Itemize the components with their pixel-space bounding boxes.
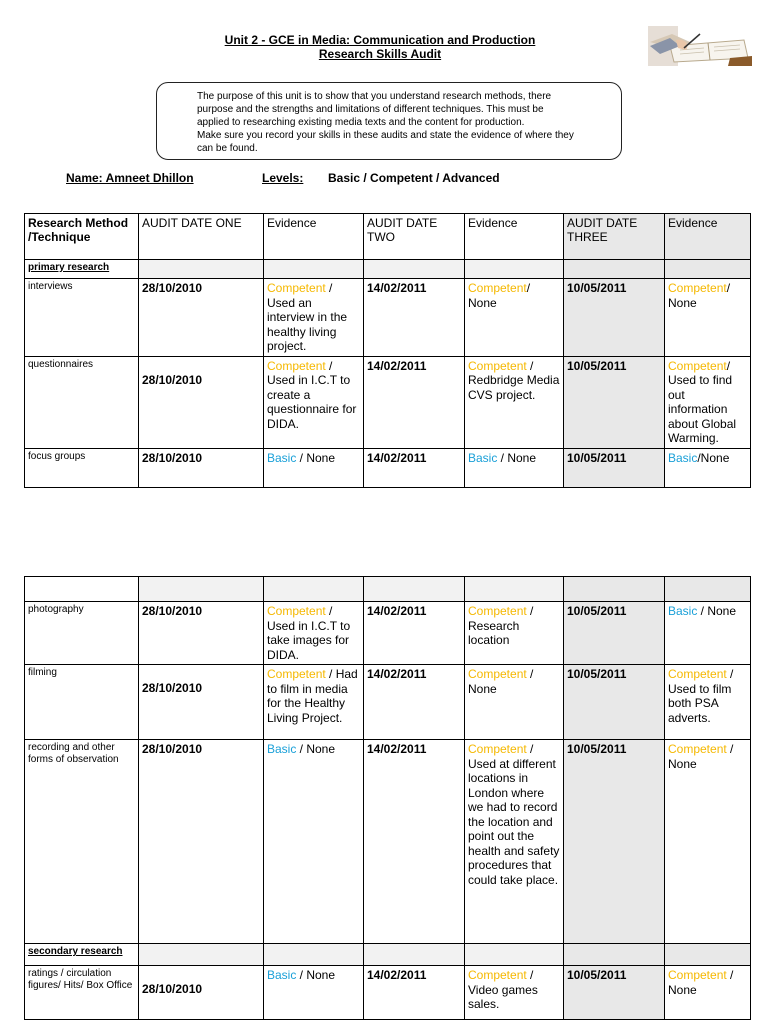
method-cell: focus groups [25, 448, 139, 487]
table-row [25, 665, 751, 740]
evidence-cell [264, 448, 364, 487]
method-cell: recording and other forms of observation [25, 740, 139, 944]
evidence-cell [264, 966, 364, 1020]
level-competent: Competent [267, 604, 326, 618]
purpose-box [156, 82, 622, 160]
header-method: Research Method /Technique [25, 214, 139, 260]
evidence-text: / None [468, 281, 531, 310]
evidence-cell [665, 740, 751, 944]
level-competent: Competent [468, 281, 527, 295]
level-competent: Competent [468, 968, 527, 982]
date-cell: 10/05/2011 [564, 448, 665, 487]
audit-table-1 [24, 213, 751, 488]
evidence-text: / Research location [468, 604, 534, 647]
evidence-cell [264, 740, 364, 944]
evidence-cell [465, 602, 564, 665]
date-cell: 28/10/2010 [139, 740, 264, 944]
method-cell: questionnaires [25, 356, 139, 448]
date-cell: 28/10/2010 [139, 356, 264, 448]
table-row [25, 740, 751, 944]
document-title [170, 33, 590, 61]
date-cell: 10/05/2011 [564, 740, 665, 944]
date-cell: 28/10/2010 [139, 966, 264, 1020]
evidence-cell [665, 966, 751, 1020]
table-row [25, 279, 751, 357]
level-competent: Competent [668, 667, 727, 681]
table-row [25, 602, 751, 665]
evidence-cell [465, 279, 564, 357]
date-cell: 28/10/2010 [139, 448, 264, 487]
level-competent: Competent [668, 281, 727, 295]
table-header-row-empty [25, 577, 751, 602]
evidence-cell [465, 448, 564, 487]
evidence-cell [264, 356, 364, 448]
level-basic: Basic [267, 742, 297, 756]
table-header-row [25, 214, 751, 260]
evidence-text: / Used at different locations in London where we had to record the location and point out the health and safety procedures that could take place. [468, 742, 560, 887]
evidence-text: / Redbridge Media CVS project. [468, 358, 560, 402]
evidence-text: / Used an interview in the healthy living project. [267, 281, 348, 353]
evidence-cell [264, 279, 364, 357]
level-competent: Competent [668, 742, 727, 756]
header-date-three: AUDIT DATE THREE [564, 214, 665, 260]
evidence-cell [264, 602, 364, 665]
level-basic: Basic [468, 450, 498, 465]
student-name: Name: Amneet Dhillon [66, 171, 194, 185]
evidence-text: / Used in I.C.T to take images for DIDA. [267, 604, 351, 662]
header-evidence-three: Evidence [665, 214, 751, 260]
evidence-text: / None [668, 281, 731, 310]
evidence-text: / None [697, 604, 737, 618]
table-row [25, 966, 751, 1020]
title-line-1: Unit 2 - GCE in Media: Communication and Production [224, 33, 536, 47]
date-cell: 10/05/2011 [564, 602, 665, 665]
person-writing-photo-icon [640, 24, 752, 66]
evidence-cell [264, 665, 364, 740]
section-row-secondary [25, 944, 751, 966]
table-row [25, 356, 751, 448]
evidence-cell [665, 665, 751, 740]
level-competent: Competent [267, 358, 326, 373]
date-cell: 10/05/2011 [564, 279, 665, 357]
level-basic: Basic [267, 450, 297, 465]
audit-table-2 [24, 576, 751, 1020]
date-cell: 14/02/2011 [364, 740, 465, 944]
levels-label: Levels: [262, 171, 304, 185]
level-competent: Competent [468, 604, 527, 618]
date-cell: 10/05/2011 [564, 356, 665, 448]
header-evidence-two: Evidence [465, 214, 564, 260]
date-cell: 14/02/2011 [364, 602, 465, 665]
evidence-text: / Used in I.C.T to create a questionnaire for DIDA. [267, 358, 357, 431]
purpose-line: Make sure you record your skills in these audits and state the evidence of where they [197, 130, 574, 141]
level-basic: Basic [668, 604, 698, 618]
section-label-secondary: secondary research [28, 946, 123, 957]
purpose-line: can be found. [197, 143, 258, 154]
level-basic: Basic [267, 968, 297, 982]
evidence-text: / Had to film in media for the Healthy Living Project. [267, 667, 358, 725]
date-cell: 14/02/2011 [364, 448, 465, 487]
date-cell: 28/10/2010 [139, 279, 264, 357]
date-cell: 14/02/2011 [364, 356, 465, 448]
level-competent: Competent [668, 968, 727, 982]
evidence-cell [465, 966, 564, 1020]
purpose-line: The purpose of this unit is to show that you understand research methods, there [197, 91, 552, 102]
level-competent: Competent [668, 358, 727, 373]
method-cell: photography [25, 602, 139, 665]
evidence-text: / Used to find out information about Global Warming. [668, 358, 737, 445]
header-date-one: AUDIT DATE ONE [139, 214, 264, 260]
level-competent: Competent [267, 281, 326, 295]
table-row [25, 448, 751, 487]
evidence-text: / None [468, 667, 534, 696]
level-basic: Basic [668, 450, 698, 465]
method-cell: interviews [25, 279, 139, 357]
method-cell: filming [25, 665, 139, 740]
date-cell: 10/05/2011 [564, 665, 665, 740]
purpose-line: purpose and the strengths and limitations of different techniques. This must be [197, 104, 544, 115]
level-competent: Competent [267, 667, 326, 681]
level-competent: Competent [468, 667, 527, 681]
evidence-text: /None [697, 450, 730, 465]
levels-value: Basic / Competent / Advanced [328, 171, 500, 185]
date-cell: 10/05/2011 [564, 966, 665, 1020]
evidence-text: / None [296, 968, 336, 982]
evidence-cell [465, 665, 564, 740]
section-row-primary [25, 260, 751, 279]
method-cell: ratings / circulation figures/ Hits/ Box Office [25, 966, 139, 1020]
header-evidence-one: Evidence [264, 214, 364, 260]
evidence-cell [665, 279, 751, 357]
evidence-text: / None [668, 742, 734, 771]
evidence-text: / Video games sales. [468, 968, 538, 1011]
level-competent: Competent [468, 742, 527, 756]
evidence-cell [665, 356, 751, 448]
evidence-text: / None [668, 968, 734, 997]
evidence-cell [465, 356, 564, 448]
evidence-text: / Used to film both PSA adverts. [668, 667, 734, 725]
title-line-2: Research Skills Audit [318, 47, 442, 61]
evidence-cell [665, 448, 751, 487]
evidence-cell [465, 740, 564, 944]
evidence-text: / None [296, 742, 336, 756]
date-cell: 14/02/2011 [364, 665, 465, 740]
date-cell: 28/10/2010 [139, 665, 264, 740]
evidence-text: / None [296, 450, 336, 465]
section-label-primary: primary research [28, 262, 110, 273]
header-date-two: AUDIT DATE TWO [364, 214, 465, 260]
purpose-line: applied to researching existing media texts and the content for production. [197, 117, 525, 128]
evidence-text: / None [497, 450, 537, 465]
date-cell: 14/02/2011 [364, 279, 465, 357]
evidence-cell [665, 602, 751, 665]
date-cell: 28/10/2010 [139, 602, 264, 665]
level-competent: Competent [468, 358, 527, 373]
date-cell: 14/02/2011 [364, 966, 465, 1020]
